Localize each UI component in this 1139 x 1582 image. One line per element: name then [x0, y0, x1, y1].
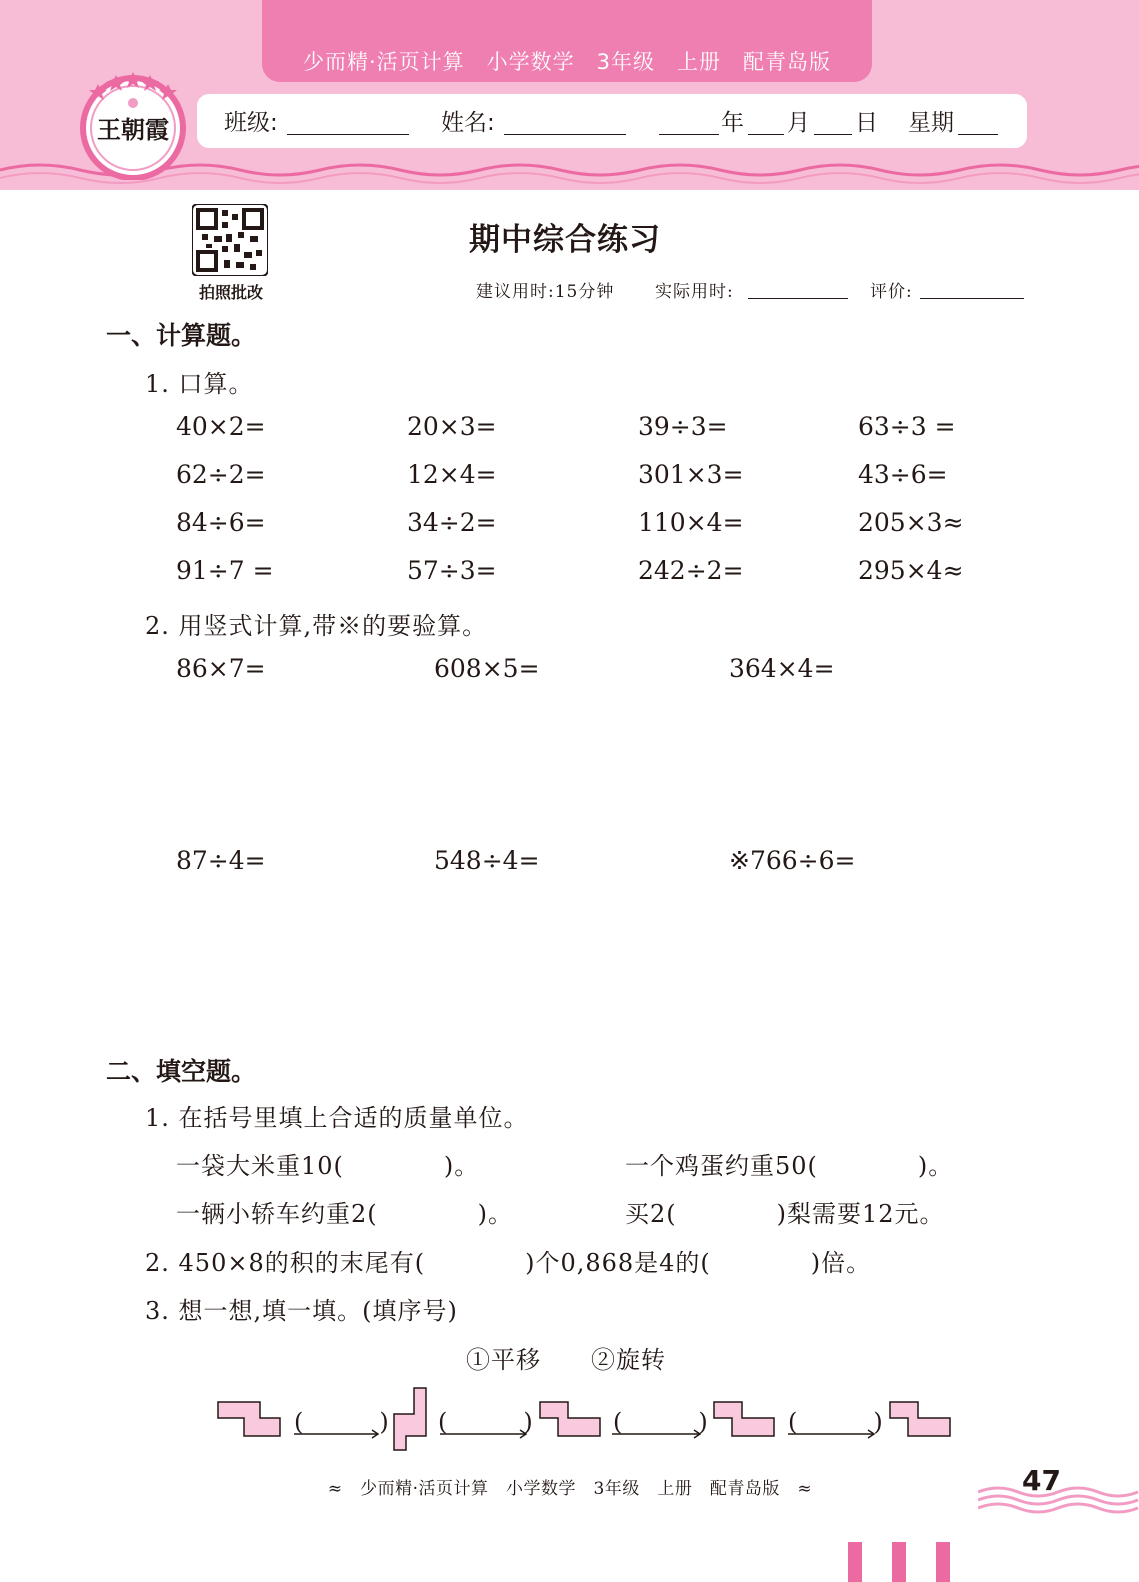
fill-item: 一袋大米重10( )。: [176, 1152, 480, 1180]
oral-problem: 91÷7 =: [176, 556, 274, 585]
vertical-problem: 86×7=: [176, 654, 266, 683]
class-label: 班级:: [224, 110, 278, 136]
z-shape-3: [540, 1402, 600, 1436]
oral-problem: 84÷6=: [176, 508, 266, 537]
month-field[interactable]: [748, 112, 784, 135]
year-field[interactable]: [659, 112, 719, 135]
question-2-2: 2. 450×8的积的末尾有( )个0,868是4的( )倍。: [145, 1249, 872, 1277]
oral-problem: 205×3≈: [858, 508, 964, 537]
class-field[interactable]: [287, 112, 409, 135]
page-title: 期中综合练习: [469, 222, 661, 258]
oral-problem: 34÷2=: [407, 508, 497, 537]
weekday-label: 星期: [908, 110, 954, 136]
oral-problem: 20×3=: [407, 412, 497, 441]
brand-logo: [78, 70, 188, 180]
vertical-problem: 364×4=: [729, 654, 835, 683]
day-field[interactable]: [814, 112, 852, 135]
options-legend: ①平移 ②旋转: [466, 1346, 666, 1374]
vertical-problem: 87÷4=: [176, 846, 266, 875]
actual-time-field[interactable]: [748, 278, 848, 299]
logo-text: 王朝霞: [97, 115, 169, 144]
section2-heading: 二、填空题。: [106, 1057, 257, 1086]
arrow-blank[interactable]: ( ): [438, 1408, 534, 1436]
page-number: 47: [1022, 1464, 1061, 1497]
oral-problem: 242÷2=: [638, 556, 744, 585]
z-shape-2-rotated: [394, 1388, 426, 1450]
edge-marker: [936, 1542, 950, 1582]
oral-problem: 62÷2=: [176, 460, 266, 489]
question-1-2: 2. 用竖式计算,带※的要验算。: [145, 612, 488, 640]
fill-item: 买2( )梨需要12元。: [625, 1200, 945, 1228]
fill-item: 一辆小轿车约重2( )。: [176, 1200, 513, 1228]
question-2-1: 1. 在括号里填上合适的质量单位。: [145, 1104, 529, 1132]
series-title: 少而精·活页计算 小学数学 3年级 上册 配青岛版: [302, 50, 832, 74]
actual-time-label: 实际用时:: [655, 282, 734, 302]
year-label: 年: [721, 110, 744, 136]
fill-item: 一个鸡蛋约重50( )。: [625, 1152, 954, 1180]
weekday-field[interactable]: [958, 112, 998, 135]
oral-problem: 12×4=: [407, 460, 497, 489]
evaluation-label: 评价:: [870, 282, 913, 302]
oral-problem: 57÷3=: [407, 556, 497, 585]
qr-label: 拍照批改: [198, 283, 263, 302]
arrow-blank[interactable]: ( ): [613, 1408, 709, 1436]
name-label: 姓名:: [441, 110, 495, 136]
z-shape-5: [890, 1402, 950, 1436]
edge-marker: [848, 1542, 862, 1582]
oral-problem: 40×2=: [176, 412, 266, 441]
oral-problem: 39÷3=: [638, 412, 728, 441]
question-1-1: 1. 口算。: [145, 370, 254, 398]
z-shape-1: [218, 1402, 280, 1436]
evaluation-field[interactable]: [920, 278, 1024, 299]
footer-series: ≈ 少而精·活页计算 小学数学 3年级 上册 配青岛版 ≈: [327, 1479, 813, 1499]
name-field[interactable]: [504, 112, 626, 135]
section1-heading: 一、计算题。: [106, 321, 257, 350]
vertical-problem: 608×5=: [434, 654, 540, 683]
vertical-problem: 548÷4=: [434, 846, 540, 875]
oral-problem: 295×4≈: [858, 556, 964, 585]
question-2-3: 3. 想一想,填一填。(填序号): [145, 1297, 458, 1325]
suggested-time: 建议用时:15分钟: [476, 282, 615, 302]
edge-marker: [892, 1542, 906, 1582]
arrow-blank[interactable]: ( ): [788, 1408, 884, 1436]
month-label: 月: [787, 110, 810, 136]
vertical-problem: ※766÷6=: [729, 846, 856, 875]
arrow-blank[interactable]: ( ): [294, 1408, 390, 1436]
z-shape-4: [714, 1402, 774, 1436]
oral-problem: 301×3=: [638, 460, 744, 489]
oral-problem: 63÷3 =: [858, 412, 956, 441]
qr-code-icon[interactable]: [192, 204, 268, 276]
oral-problem: 110×4=: [638, 508, 744, 537]
day-label: 日: [855, 110, 878, 136]
oral-problem: 43÷6=: [858, 460, 948, 489]
